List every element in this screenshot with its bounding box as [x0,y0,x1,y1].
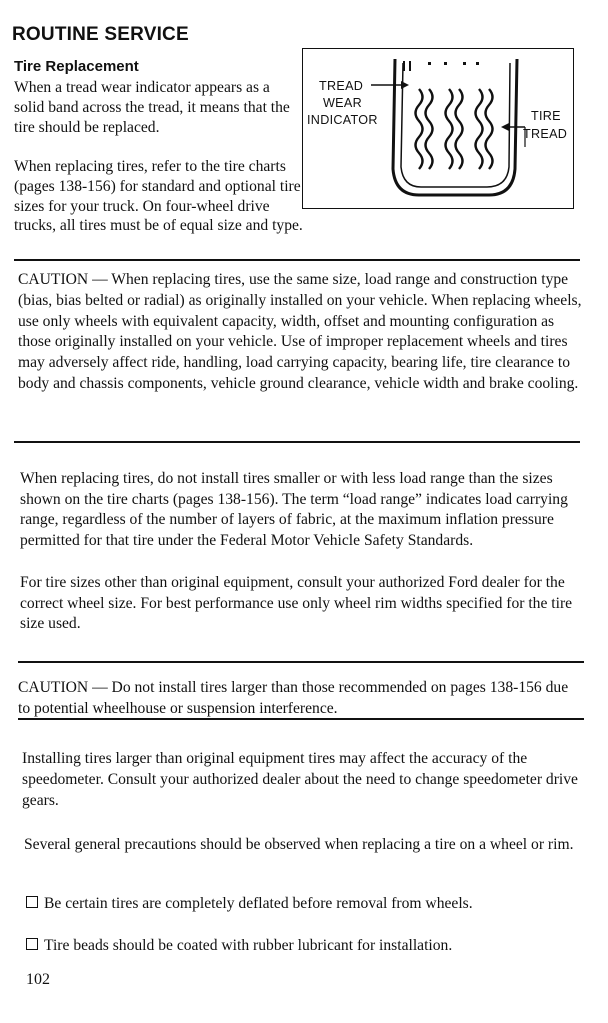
tread-wear-paragraph: When a tread wear indicator appears as a solid band across the tread, it means that the tire should be replaced. [14,79,290,136]
precautions-paragraph: Several general precautions should be observed when replacing a tire on a wheel or rim. [24,836,574,853]
subsection-title: Tire Replacement [14,58,139,75]
tire-charts-paragraph: When replacing tires, refer to the tire charts (pages 138-156) for standard and optional tire sizes for your truck. On four-wheel drive trucks, all tires must be of equal size and type. [14,158,303,235]
checklist-item [26,894,592,914]
caution-oversize-box: CAUTION — Do not install tires larger than those recommended on pages 138-156 due to potential wheelhouse or suspension interference. [18,679,569,717]
checkbox-icon [26,896,38,908]
figure-label-tread: TREAD [319,79,364,93]
page-number: 102 [26,971,50,988]
speedometer-paragraph: Installing tires larger than original equipment tires may affect the accuracy of the speedometer. Consult your authorized dealer about the need to change speedometer drive gears. [22,750,578,809]
figure-label-indicator: INDICATOR [307,113,378,127]
divider [14,441,580,443]
divider [18,718,584,720]
figure-label-tread-2: TREAD [523,127,568,141]
divider [18,661,584,663]
divider [14,259,580,261]
section-title: ROUTINE SERVICE [12,24,189,45]
checklist-item [26,936,592,956]
tire-size-paragraph: When replacing tires, do not install tires smaller or with less load range than the sizes shown on the tire charts (pages 138-156). The term “load range” indicates load carrying range, regardless of the number of layers of fabric, at the maximum inflation pressure permitted for that tire under the Federal Motor Vehicle Safety Standards. [20,470,568,549]
checklist-item-text: Be certain tires are completely deflated before removal from wheels. [44,895,473,912]
tire-tread-illustration [302,48,574,209]
caution-replacement-box: CAUTION — When replacing tires, use the same size, load range and construction type (bias, bias belted or radial) as originally installed on your vehicle. When replacing wheels, use only wheels with equivalent capacity, width, offset and mounting configuration as those originally installed on your vehicle. Use of improper replacement wheels and tires may adversely affect ride, handling, load carrying capacity, bearing life, tire clearance to body and chassis components, vehicle ground clearance, vehicle width and brake cooling. [18,271,582,392]
checkbox-icon [26,938,38,950]
wheel-size-paragraph: For tire sizes other than original equipment, consult your authorized Ford dealer for the correct wheel size. For best performance use only wheel rim widths specified for the tire size used. [20,574,573,632]
figure-label-wear: WEAR [323,96,362,110]
figure-label-tire: TIRE [531,109,561,123]
checklist-item-text: Tire beads should be coated with rubber lubricant for installation. [44,937,453,954]
